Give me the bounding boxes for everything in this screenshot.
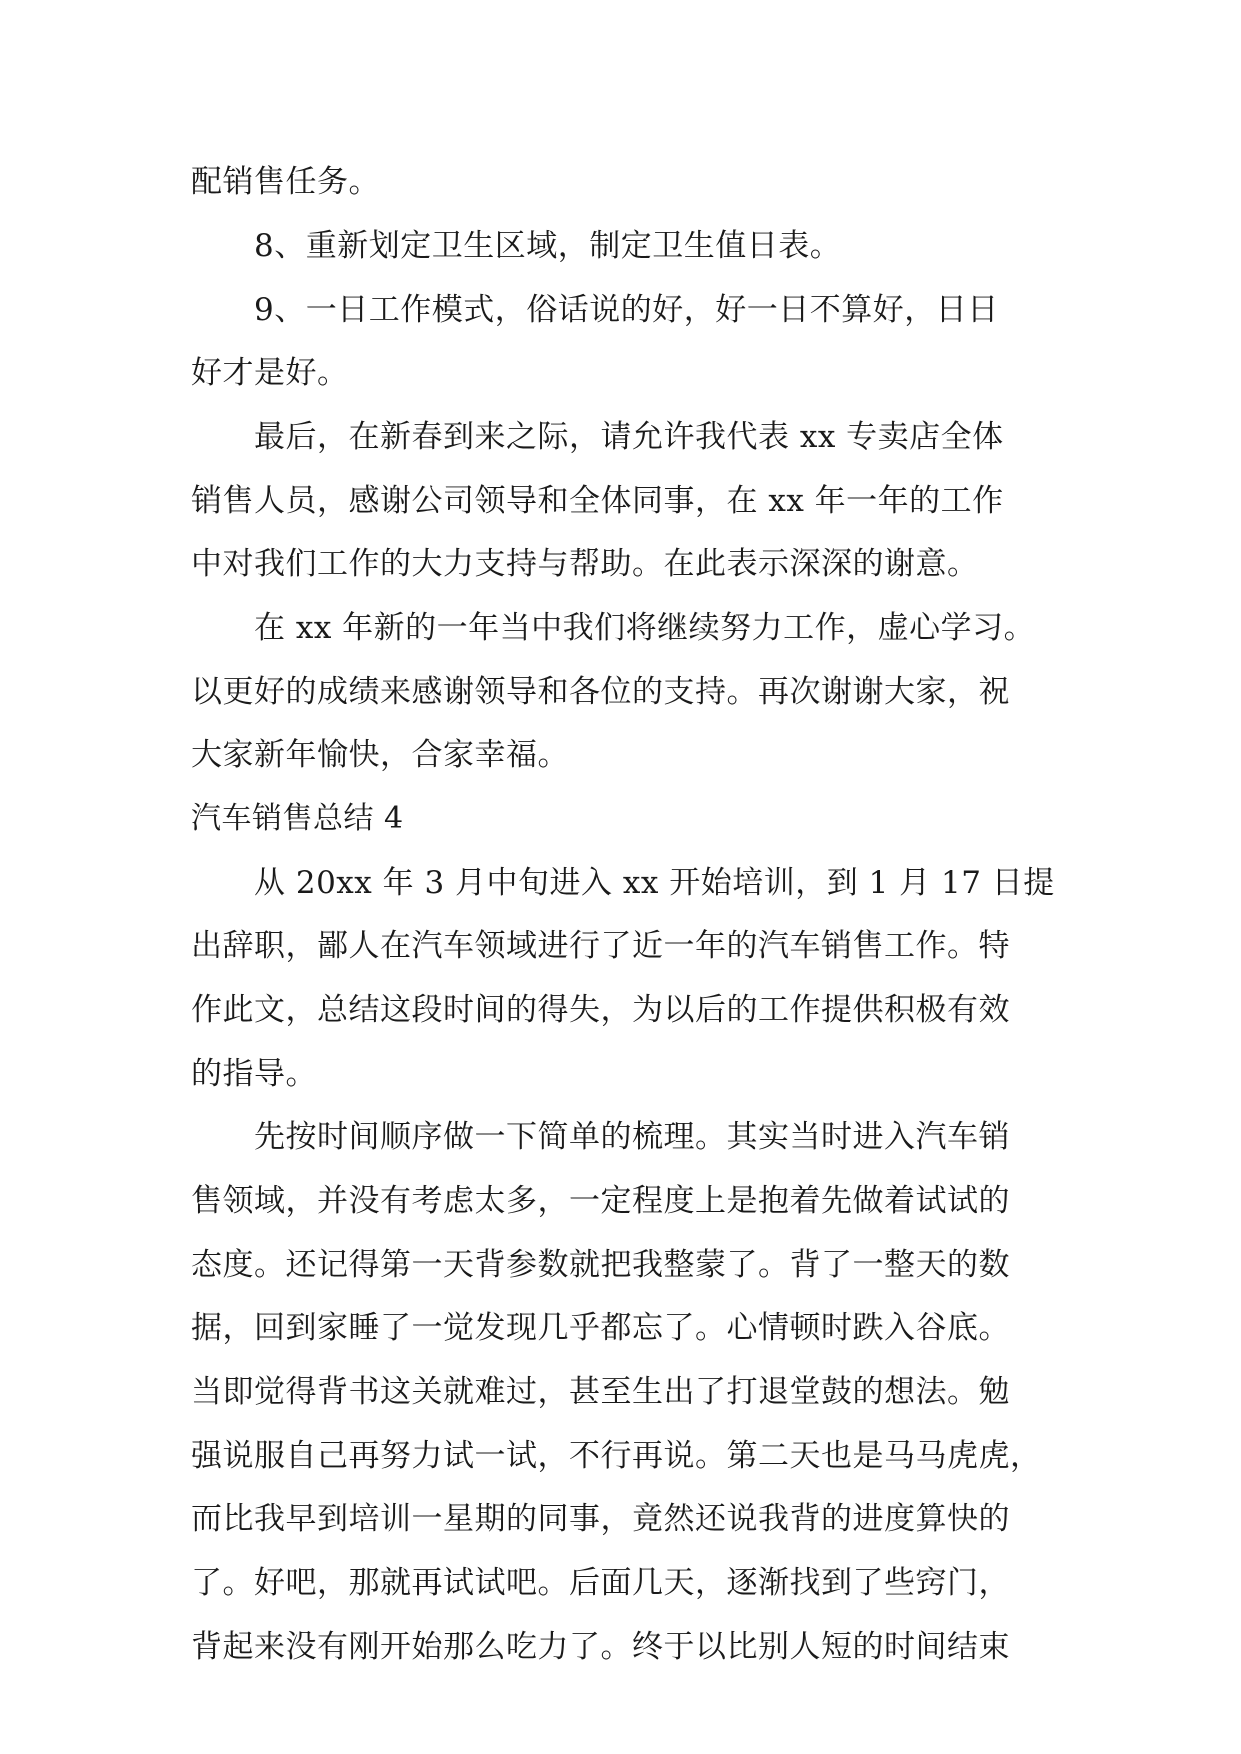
section-heading: 汽车销售总结 4 [191,801,404,836]
paragraph-start: 从 20xx 年 3 月中旬进入 xx 开始培训，到 1 月 17 日提 [254,865,1055,901]
text-line: 背起来没有刚开始那么吃力了。终于以比别人短的时间结束 [191,1629,1010,1665]
text-line: 配销售任务。 [191,164,380,200]
text-line: 以更好的成绩来感谢领导和各位的支持。再次谢谢大家，祝 [191,674,1010,710]
text-line: 而比我早到培训一星期的同事，竟然还说我背的进度算快的 [191,1501,1010,1537]
paragraph-start: 在 xx 年新的一年当中我们将继续努力工作，虚心学习。 [254,610,1036,646]
text-line: 作此文，总结这段时间的得失，为以后的工作提供积极有效 [191,992,1010,1028]
text-line: 强说服自己再努力试一试，不行再说。第二天也是马马虎虎， [191,1438,1042,1474]
list-item-8: 8、重新划定卫生区域，制定卫生值日表。 [254,228,842,264]
text-line: 销售人员，感谢公司领导和全体同事，在 xx 年一年的工作 [191,483,1004,519]
text-line: 好才是好。 [191,355,349,391]
text-line: 当即觉得背书这关就难过，甚至生出了打退堂鼓的想法。勉 [191,1374,1010,1410]
text-line: 中对我们工作的大力支持与帮助。在此表示深深的谢意。 [191,546,979,582]
text-line: 据，回到家睡了一觉发现几乎都忘了。心情顿时跌入谷底。 [191,1310,1010,1346]
text-line: 的指导。 [191,1056,317,1092]
text-line: 售领域，并没有考虑太多，一定程度上是抱着先做着试试的 [191,1183,1010,1219]
text-line: 态度。还记得第一天背参数就把我整蒙了。背了一整天的数 [191,1247,1010,1283]
paragraph-start: 最后，在新春到来之际，请允许我代表 xx 专卖店全体 [254,419,1004,455]
text-line: 大家新年愉快，合家幸福。 [191,737,569,773]
list-item-9: 9、一日工作模式，俗话说的好，好一日不算好，日日 [254,292,999,328]
text-line: 出辞职，鄙人在汽车领域进行了近一年的汽车销售工作。特 [191,928,1010,964]
text-line: 了。好吧，那就再试试吧。后面几天，逐渐找到了些窍门， [191,1565,1010,1601]
paragraph-start: 先按时间顺序做一下简单的梳理。其实当时进入汽车销 [254,1119,1010,1155]
